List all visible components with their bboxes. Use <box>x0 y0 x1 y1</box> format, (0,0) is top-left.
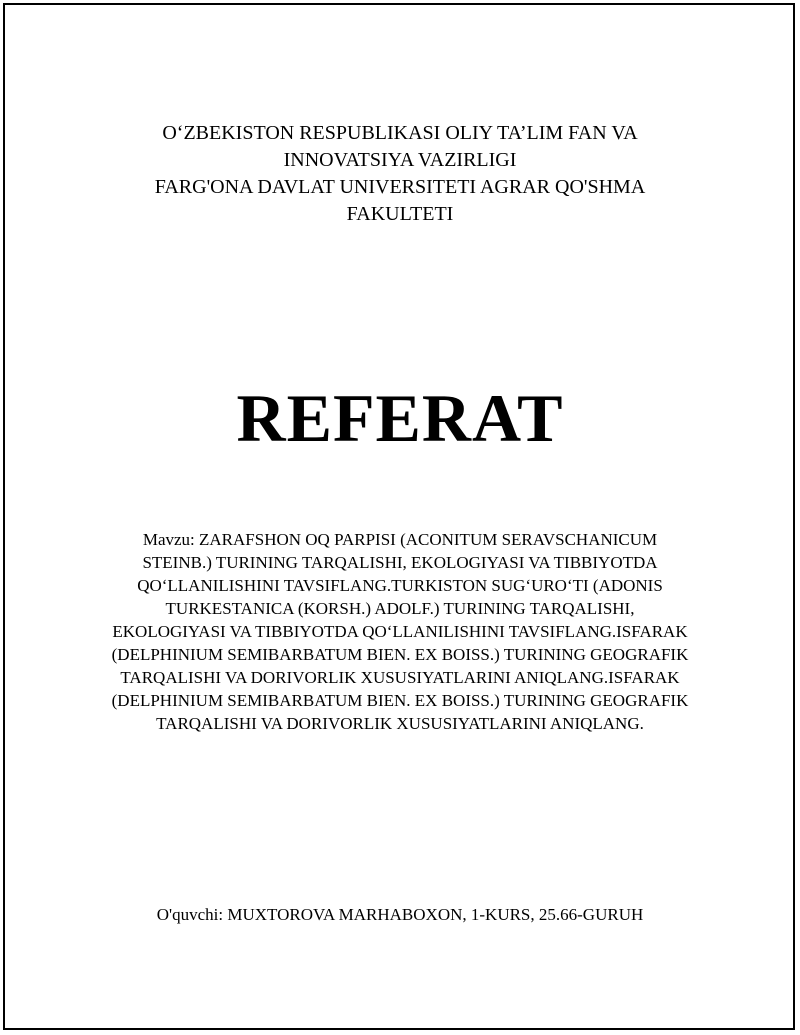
topic-text: Mavzu: ZARAFSHON OQ PARPISI (ACONITUM SERAVSCHANICUM STEINB.) TURINING TARQALISHI, EKOLOGIYASI VA TIBBIYOTDA QO‘LLANILISHINI TAVSIFLANG.TURKISTON SUG‘URO‘TI (ADONIS TURKESTANICA (KORSH.) ADOLF.) TURINING TARQALISHI, EKOLOGIYASI VA TIBBIYOTDA QO‘LLANILISHINI TAVSIFLANG.ISFARAK (DELPHINIUM SEMIBARBATUM BIEN. EX BOISS.) TURINING GEOGRAFIK TARQALISHI VA DORIVORLIK XUSUSIYATLARINI ANIQLANG.ISFARAK (DELPHINIUM SEMIBARBATUM BIEN. EX BOISS.) TURINING GEOGRAFIK TARQALISHI VA DORIVORLIK XUSUSIYATLARINI ANIQLANG. <box>111 530 689 733</box>
student-info: O'quvchi: MUXTOROVA MARHABOXON, 1-KURS, 25.66-GURUH <box>156 905 644 924</box>
document-title: REFERAT <box>236 380 564 456</box>
header-line-university-2: FAKULTETI <box>346 203 454 225</box>
header-line-university-1: FARG'ONA DAVLAT UNIVERSITETI AGRAR QO'SHMA <box>154 176 646 198</box>
header-line-ministry-2: INNOVATSIYA VAZIRLIGI <box>283 149 517 171</box>
header-line-ministry-1: O‘ZBEKISTON RESPUBLIKASI OLIY TA’LIM FAN VA <box>162 122 638 144</box>
institution-header <box>0 120 800 228</box>
